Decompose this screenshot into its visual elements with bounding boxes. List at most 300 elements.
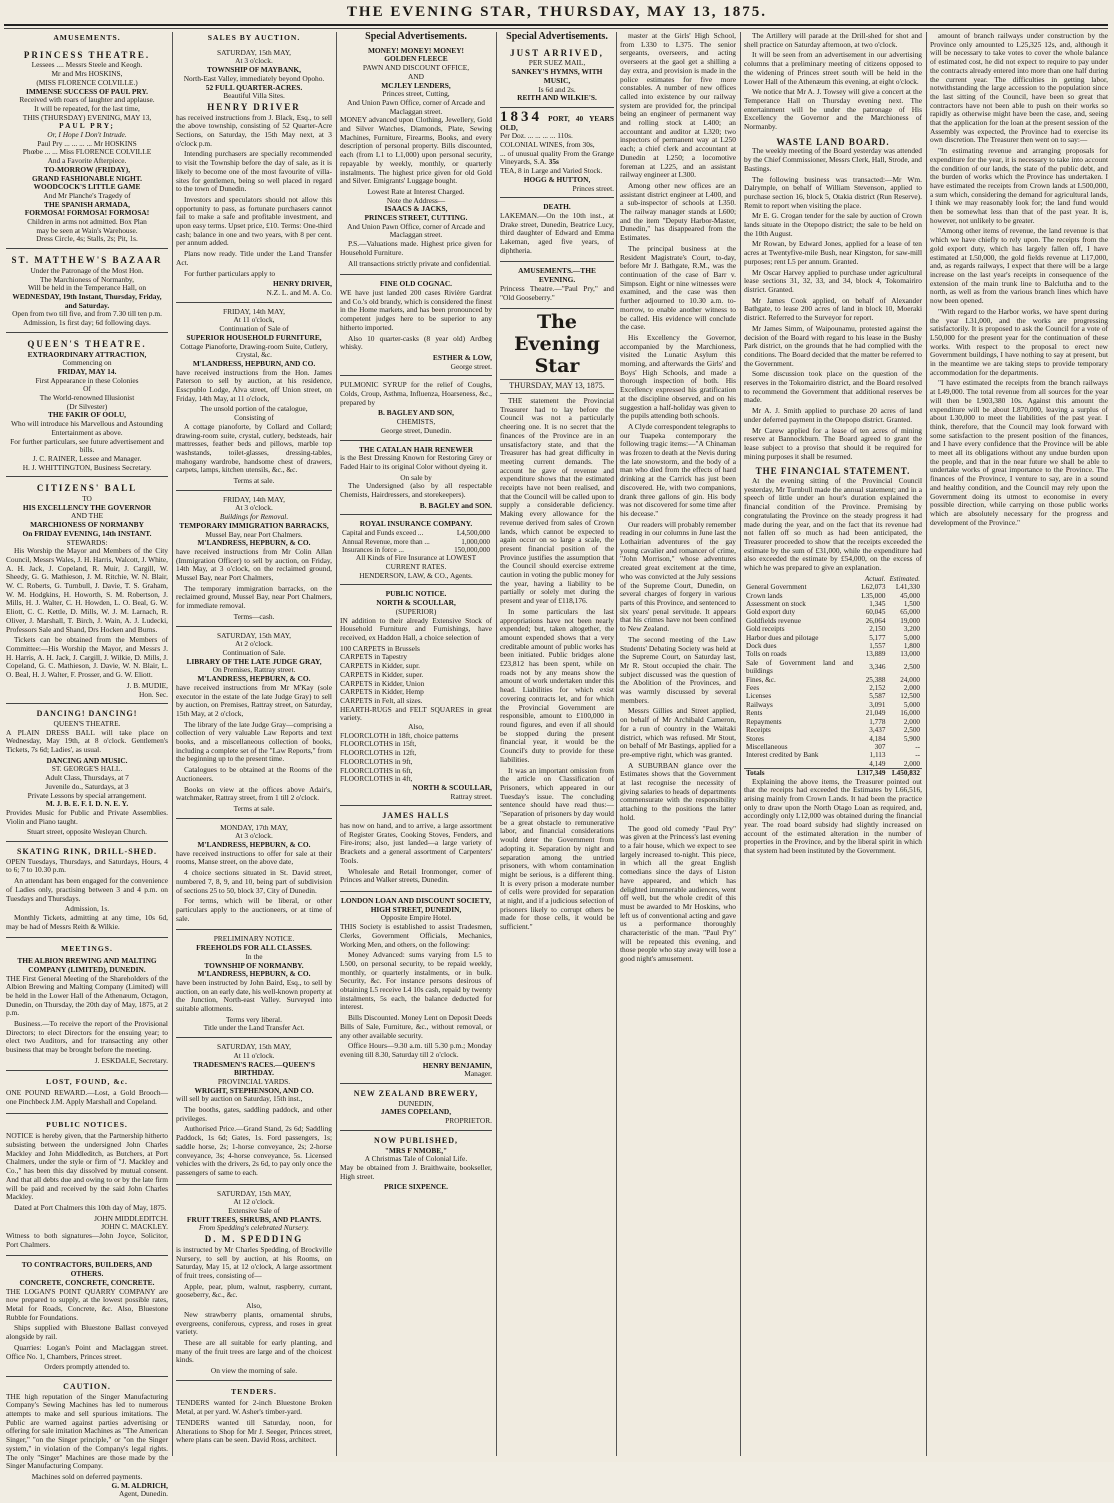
text-block: TOWNSHIP OF NORMANBY. (204, 960, 304, 970)
text-block: amount of branch railways under construction by the Province only amounted to L25,325 12s, and, although it will be necessary to take votes to cover the whole balance of estimated cost, he did not expect to require to pay under the contracts already entered into more than one half during the current year. The difficulties in getting labor, notwithstanding the large accession to the population since the last sitting of the Council, have been so great that contractors have not been able to push on their works so rapidly as otherwise might have been the case, and, seeing that the application for the loan at the present session of the Assembly was expected, the Province had to exercise its own discretion. The Treasurer then went on to say:— (930, 31, 1108, 145)
text-block: AND (407, 71, 424, 81)
text-block: THIS Society is established to assist Tradesmen, Clerks, Government Officials, Mechanics, Working Men, and others, on the following: (340, 922, 492, 949)
text-block: Manager. (464, 1069, 492, 1079)
text-block: 2,500 (903, 726, 920, 735)
ad-household-furniture (176, 305, 332, 491)
text-block: D. M. SPEDDING (204, 1234, 304, 1245)
text-block: may be seen at Wain's Warehouse. (36, 225, 138, 235)
text-block: has received instructions from J. Black, Esq., to sell the above township, consisting of 52 Quarter-Acre Sections, on Saturday, the 15th May next, at 3 o'clock p.m. (176, 112, 332, 148)
section-heading: PUBLIC NOTICES. (46, 1119, 128, 1129)
insurance-table (340, 529, 492, 554)
text-block: M'LANDRESS, HEPBURN, & CO. (197, 674, 311, 684)
text-block: ROYAL INSURANCE COMPANY. (359, 519, 473, 529)
ad-skating-rink (6, 844, 168, 938)
section-heading: MEETINGS. (61, 944, 113, 954)
text-block: FRIDAY, 14th MAY, (222, 494, 286, 504)
text-block: All Kinds of Fire Insurance at LOWEST CURRENT RATES. (355, 553, 477, 572)
text-block: JAMES HALLS (382, 811, 450, 821)
text-block: The good old comedy "Paul Pry" was given at the Princess's last evening to a fair house, which we expect to see largely increased to-night. This piece, in which all the great English comedians since the days of Liston have appeared, and which has delighted innumerable audiences, went off well, but the whole credit of this must be awarded to Mr Hoskins, who left us of conventional acting and gave us a performance thoroughly characteristic of the man. "Paul Pry" will be repeated this evening, and those people who stay away will lose a good night's amusement. (620, 823, 736, 964)
text-block: Princess Theatre.—"Paul Pry," and "Old Gooseberry." (500, 283, 614, 302)
text-block: L317,349 (857, 769, 886, 778)
text-block: 25,388 (865, 675, 886, 684)
text-block: 13,000 (900, 650, 920, 659)
text-block: 2,150 (869, 625, 886, 634)
text-block: 5,000 (903, 633, 920, 642)
text-block: At 3 o'clock. (235, 503, 273, 513)
text-block: Tolls on roads (746, 650, 787, 659)
text-block: AND THE (70, 511, 104, 521)
text-block: HENRY DRIVER (207, 101, 301, 112)
section-heading: LOST, FOUND, &c. (46, 1076, 128, 1086)
ad-st-david-sections (176, 821, 332, 931)
text-block: Stuart street, opposite Wesleyan Church. (27, 827, 147, 837)
text-block: For further particulars apply to (184, 268, 276, 278)
text-block: Terms very liberal. (226, 1014, 282, 1024)
text-block: PAUL PRY; (59, 121, 115, 131)
text-block: 1,778 (869, 717, 886, 726)
text-block: QUEEN'S THEATRE. (53, 718, 121, 728)
text-block: WEDNESDAY, 19th Instant, Thursday, Friday, and Saturday. (12, 291, 162, 310)
ad-judge-gray-library (176, 629, 332, 819)
text-block: MONEY advanced upon Clothing, Jewellery, Gold and Silver Watches, Diamonds, Plate, Sewing Machines, Furniture, Firearms, Books, and every description of personal property. Bills discounted, each (from L1 to L1,000) upon personal security, repayable by weekly, monthly, or quarterly instalments. The highest price given for old Gold and Silver. Emigrants' Luggage bought. (340, 115, 492, 186)
text-block: Phœbe ... ... Miss FLORENCE COLVILLE (22, 147, 152, 157)
text-block: It was an important omission from the article on Classification of Prisoners, which appeared in our Tuesday's issue. The concluding sentence should have read thus:— "Separation of prisoners by day would be a great obstacle to remunerative labor, and financial considerations would deter the Government from adopting it. Separation by night and separation among the untried prisoners, with whom contamination might be serious, is a different thing. It is every prison a moderate number of cells were provided for separation at night, and if a judicious selection of prisoners likely to corrupt others be made for those cells, it would be sufficient." (500, 765, 614, 932)
text-block: Also 10 quarter-casks (8 year old) Ardbeg whisky. (340, 333, 492, 352)
text-block: CARPETS in Felt, all sizes. (340, 695, 423, 705)
column-rule (172, 32, 173, 1456)
text-block: THE First General Meeting of the Shareholders of the Albion Brewing and Malting Company (Limited) will be held in the Lower Hall of the Athenæum, Octagon, Dunedin, on Thursday, the 20th day of May, 1875, at 2 p.m. (6, 973, 168, 1018)
text-block: PROPRIETOR. (445, 1116, 492, 1126)
text-block: SATURDAY, 15th MAY, (217, 47, 291, 57)
text-block: SATURDAY, 15th MAY, (217, 630, 291, 640)
text-block: A Christmas Tale of Colonial Life. (364, 1154, 468, 1164)
text-block: FLOORCLOTHS in 4ft, (340, 774, 413, 784)
text-block: PRICE SIXPENCE. (383, 1182, 449, 1192)
text-block: 35s (548, 157, 559, 167)
table-row (744, 726, 922, 734)
text-block: Adult Class, Thursdays, at 7 (45, 773, 129, 783)
text-block: Buildings for Removal. (219, 512, 289, 522)
text-block: The weekly meeting of the Board yesterday was attended by the Chief Commissioner, Messrs Clerk, Hall, Strode, and Bastings. (744, 146, 922, 173)
text-block: PRINCES STREET, CUTTING. (364, 213, 468, 223)
text-block: have received instructions from the Hon. James Paterson to sell by auction, at his residence, Esscpublo Lodge, Alva street, off Union street, on Friday, 14th May, at 11 o'clock, (176, 367, 332, 403)
text-block: MONEY! MONEY! MONEY! (367, 45, 465, 55)
ad-public-notices (6, 1116, 168, 1257)
text-block: has now on hand, and to arrive, a large assortment of Register Grates, Cooking Stoves, Fenders, and Fire-irons; also, just landed—a large variety of Brackets and a general assortment of Carpenters' Tools. (340, 821, 492, 865)
text-block: North-East Valley, immediately beyond Opoho. (183, 73, 325, 83)
ad-normanby-freeholds (176, 932, 332, 1038)
text-block: JOHN C. MACKLEY. (101, 1222, 168, 1232)
text-block: Cottage Pianoforte, Drawing-room Suite, Cutlery, Crystal, &c. (180, 341, 328, 360)
text-block: 52 FULL QUARTER-ACRES. (205, 82, 303, 92)
text-block: The principal business at the Resident Magistrate's Court, to-day, before Mr J. Bathgate, R.M., was the continuation of the case of Barr v. Simpson. Eight or nine witnesses were examined, and the case was then further adjourned to 10.30 a.m. to-morrow, to enable another witness to be called. His evidence will conclude the case. (620, 243, 736, 332)
text-block: Bills Discounted. Money Lent on Deposit Deeds Bills of Sale, Furniture, &c., without removal, or any other available security. (340, 1013, 492, 1040)
text-block: Received with roars of laughter and applause. (19, 95, 155, 105)
text-block: Lowest Rate at Interest Charged. (367, 186, 465, 196)
text-block: 24,000 (900, 675, 920, 684)
text-block: Capital and Funds exceed ... (342, 529, 424, 538)
text-block: FREEHOLDS FOR ALL CLASSES. (196, 943, 312, 953)
text-block: FLOORCLOTH in 18ft, choice patterns (340, 730, 459, 740)
text-block: Witness to both signatures—John Joyce, Solicitor, Port Chalmers. (6, 1231, 168, 1249)
text-block: B. BAGLEY AND SON, (378, 408, 454, 418)
text-block: And Union Pawn Office, corner of Arcade and Maclaggan street. (347, 97, 485, 116)
text-block: At 11 o'clock, (233, 315, 275, 325)
text-block: Children in arms not admitted. Box Plan (27, 217, 147, 227)
text-block: THE LOGAN'S POINT QUARRY COMPANY are now prepared to supply, at the lowest possible rates, Metal for Roads, Concrete, &c. Also, Bluestone Rubble for Foundations. (6, 1286, 168, 1322)
table-row (744, 583, 922, 591)
text-block: Paul Pry ... ... ... ... Mr HOSKINS (37, 138, 137, 148)
text-block: 4,184 (869, 734, 886, 743)
text-block: Mr James Simm, of Waipounamu, protested against the decision of the Board with regard to his lease in the Bushy Park district, on the grounds that he had complied with the conditions. The Board decided that the matter be referred to the Government. (744, 323, 922, 368)
text-block: Is 6d and 2s. (538, 84, 576, 94)
text-block: And a Favorite Afterpiece. (47, 156, 127, 166)
text-block: The Undersigned (also by all respectable Chemists, Hairdressers, and storekeepers). (340, 481, 492, 500)
text-block: J. ESKDALE, Secretary. (94, 1055, 168, 1065)
text-block: "MRS F NMOBE," (384, 1145, 448, 1155)
text-block: 1,557 (869, 642, 886, 651)
text-block: 1,800 (903, 642, 920, 651)
text-block: 307 (874, 742, 886, 751)
text-block: master at the Girls' High School, from L330 to L375. The senior sergeants, overseers, and acting overseers at the gaol get a shilling a day extra, and provision is made in the police estimates for five more constables. A number of new offices called into existence by our railway system are provided for, the principal being an engineer of permanent way and rolling stock at L400; an accountant and auditor at L320; two inspectors of permanent way at L250 each; a chief clerk and accountant at Dunedin at L250; a locomotive foreman at L225, and an assistant railway engineer at L300. (620, 31, 736, 180)
table-row (744, 751, 922, 759)
text-block: Wholesale and Retail Ironmonger, corner of Princes and Walker streets, Dunedin. (340, 866, 492, 885)
text-block: 2,000 (903, 717, 920, 726)
text-block: His Excellency the Governor, accompanied by the Marchioness, visited the Lunatic Asylum this morning, and afterwards the Girls' and Boys' High Schools, and made a thorough inspection of both. His Excellency expressed his gratification at the discipline observed, and on his suggestion a half-holiday was given to the pupils attending both schools. (620, 332, 736, 421)
text-block: Plans now ready. Title under the Land Transfer Act. (176, 249, 332, 267)
ad-now-published (340, 1133, 492, 1196)
text-block: Juvenile do., Saturdays, at 3 (45, 781, 129, 791)
text-block: 1,500 (903, 600, 920, 608)
carpet-list (340, 645, 492, 784)
text-block: Gold export duty (746, 608, 796, 617)
text-block: 100 CARPETS in Brussels (340, 643, 420, 653)
text-block: 5,000 (903, 700, 920, 709)
text-block: Messrs Gillies and Street applied, on behalf of Mr Archibald Cameron, for a run of country in the Waitaki district, which was refused. Mr Stout, on behalf of Mr Bastings, applied for a pre-emptive right, which was granted. (620, 706, 736, 759)
text-block: 3,437 (869, 726, 886, 735)
text-block: 4,149 (869, 759, 886, 768)
ad-dancing (6, 706, 168, 842)
ad-fruit-trees (176, 1187, 332, 1381)
ad-fine-old-cognac (340, 277, 492, 376)
text-block: HIS EXCELLENCY THE GOVERNOR (22, 502, 152, 512)
text-block: Some discussion took place on the question of the reserves in the Tokomairiro district, and the Board resolved to recommend the Government that additional reserves be made. (744, 369, 922, 405)
text-block: SUPERIOR HOUSEHOLD FURNITURE, (186, 332, 322, 342)
text-block: Mussel Bay, near Port Chalmers. (205, 529, 303, 539)
text-block: GRAND FASHIONABLE NIGHT. (32, 173, 142, 183)
text-block: 1,000,000 (461, 537, 490, 546)
section-heading: SALES BY AUCTION. (207, 33, 301, 42)
text-block: Assessment on stock (746, 600, 806, 608)
ad-maybank-township (176, 46, 332, 303)
text-block: (Dr Silvester) (66, 401, 108, 411)
text-block: Princes street. (572, 183, 614, 193)
text-block: At 11 o'clock. (233, 1050, 275, 1060)
section-heading: Special Advertisements. (365, 31, 467, 42)
text-block: PULMONIC SYRUP for the relief of Coughs, Colds, Croup, Asthma, Influenza, Hoarseness, &c., prepared by (340, 380, 492, 407)
text-block: George street, Dunedin. (380, 425, 452, 435)
text-block: HIGH STREET, DUNEDIN, (370, 904, 462, 914)
text-block: NORTH & SCOULLAR, (412, 782, 492, 792)
text-block: Princes street, Cutting, (382, 89, 450, 99)
text-block: It will be seen from an advertisement in our advertising columns that a preliminary meeting of citizens opposed to the widening of Princes street south will be held in the Lower Hall of the Athenæum this evening, at eight o'clock. (744, 50, 922, 86)
table-row (744, 642, 922, 650)
text-block: L4,500,000 (456, 529, 490, 538)
section-heading: AMUSEMENTS. (53, 33, 121, 42)
text-block: TO (82, 494, 92, 504)
text-block: MCJLEY LENDERS, (381, 80, 451, 90)
text-block: 19,000 (900, 616, 920, 625)
table-row (744, 617, 922, 625)
text-block (744, 760, 855, 769)
ad-nz-brewery (340, 1086, 492, 1131)
text-block: In some particulars the last appropriations have not been nearly expended; but, taken altogether, the amount expended shows that a very creditable amount of public works has been initiated. Public bridges alone £23,812 has been spent, while on roads not by any means show the amount of work undertaken under this head. Liabilities for which exist covering contracts let, and for which the Provincial Government are responsible, amount to £100,000 in round figures, and even if all should be stopped during the present financial year, it would be the Council's duty to provide for these liabilities. (500, 606, 614, 764)
text-block: "Among other items of revenue, the land revenue is that which we have chiefly to rely upon. The receipts from the gold export duty, which has largely fallen off, I have estimated at L50,000, the gold fields revenue at L17,000, and, as regards railways, I expect that there will be a large increase on the last year's receipts in consequence of the extension of the main trunk line to Balclutha and to the north, as well as from the various branch lines which have now been opened. (930, 226, 1108, 306)
text-block: DUNEDIN, (398, 1098, 434, 1108)
column-rule (496, 32, 497, 1456)
ad-tenders (176, 1383, 332, 1451)
text-block: DEATH. (543, 202, 571, 212)
text-block: ST. GEORGE'S HALL. (51, 764, 123, 774)
text-block: Open from two till five, and from 7.30 till ten p.m. (12, 309, 162, 319)
ad-lines (6, 61, 168, 244)
text-block: 1834 (500, 108, 542, 125)
text-block: TEMPORARY IMMIGRATION BARRACKS, (179, 520, 329, 530)
text-block: Dated at Port Chalmers this 10th day of May, 1875. (14, 1202, 167, 1212)
text-block: THE ALBION BREWING AND MALTING COMPANY (LIMITED), DUNEDIN. (17, 956, 157, 974)
text-block: have received instructions from Mr M'Kay (sole executor in the estate of the late Judge Gray) to sell by auction, on Premises, Rattray street, on Saturday, 15th May, at 2 o'clock, (176, 682, 332, 718)
ad-title: ST. MATTHEW'S BAZAAR (11, 255, 163, 266)
column-news-3 (930, 32, 1108, 1456)
text-block: M. J. B. E. F. I. D. N. E. Y. (45, 799, 129, 809)
text-block: LONDON LOAN AND DISCOUNT SOCIETY, (340, 895, 492, 905)
text-block: PER SUEZ MAIL, (528, 58, 586, 68)
text-block: PUBLIC NOTICE. (385, 589, 447, 599)
text-block: At 12 o'clock. (233, 1197, 275, 1207)
text-block: NORTH & SCOULLAR, (376, 598, 456, 608)
waste-land-heading: WASTE LAND BOARD. (776, 136, 890, 147)
ad-queens-theatre (6, 335, 168, 478)
text-block: HEARTH-RUGS and FELT SQUARES in great variety. (340, 704, 492, 723)
text-block: Stores (746, 734, 764, 743)
section-heading: Special Advertisements. (506, 31, 608, 42)
table-row (744, 760, 922, 769)
text-block: SATURDAY, 15th MAY, (217, 1042, 291, 1052)
table-row (744, 701, 922, 709)
text-block: "With regard to the Harbor works, we have spent during the year L31,000, and the works are progressing satisfactorily. It is proposed to ask the Council for a vote of L50,000 for the present year for the continuation of these works. With respect to the proposal to erect new Government buildings, I have nothing to say at present, but in the meantime we are taking steps to provide temporary accommodation for the departments. (930, 306, 1108, 377)
text-block: CAUTION. (63, 1381, 111, 1391)
text-block: Goldfields revenue (746, 616, 801, 625)
column-special-ads-1 (340, 32, 492, 1456)
text-block: have received instructions to offer for sale at their rooms, Manse street, on the above date, (176, 848, 332, 867)
text-block: Commencing on (62, 358, 112, 368)
text-block: TO CONTRACTORS, BUILDERS, AND OTHERS. (21, 1260, 153, 1279)
text-block: J. C. RAINER, Lessee and Manager. (32, 453, 142, 463)
text-block: Fines, &c. (746, 675, 776, 684)
table-row (744, 676, 922, 684)
table-row (744, 625, 922, 633)
text-block: Of (83, 384, 91, 394)
text-block: Mr Rowan, by Edward Jones, applied for a lease of ten acres at Twentyfive-mile Bush, near Kingston, for saw-mill purposes; rent L5 per annum. Granted. (744, 239, 922, 266)
text-block: Mr Oscar Harvey applied to purchase under agricultural lease sections 31, 32, 33, and 34, block 4, Tokomairiro district. Granted. (744, 267, 922, 294)
text-block: Ships supplied with Bluestone Ballast conveyed alongside by rail. (6, 1323, 168, 1342)
text-block: ISAACS & JACKS, (384, 204, 448, 214)
text-block: M'LANDRESS, HEPBURN, AND CO. (192, 358, 316, 368)
text-block: The World-renowned Illusionist (39, 393, 135, 403)
ad-citizens-ball (6, 479, 168, 704)
text-block: All transactions strictly private and confidential. (348, 258, 491, 268)
text-block: "In estimating revenue and arranging proposals for expenditure for the year, it is necessary to take into account the condition of our lands, the state of the public debt, and the burden of works which the Province has undertaken. I have estimated the receipts from Crown lands at L500,000, a sum which, considering the demand for agricultural lands, I think we may reasonably look for; the land fund would then be somewhat less than that of the past year. It is, however, not unlikely to be greater. (930, 146, 1108, 225)
text-block: THE CATALAN HAIR RENEWER (358, 444, 474, 454)
text-block: have been instructed by John Baird, Esq., to sell by auction, on an early date, his well-known property at the Junction, North-east Valley. Surveyed into suitable allotments. (176, 977, 332, 1014)
text-block: HENDERSON, LAW, & CO., Agents. (359, 570, 473, 580)
column-rule (336, 32, 337, 1456)
text-block: MONDAY, 17th MAY, (220, 822, 288, 832)
text-block: From Spedding's celebrated Nursery. (198, 1223, 310, 1233)
ad-just-arrived (500, 44, 614, 108)
text-block: FLOORCLOTHS in 6ft, (340, 765, 413, 775)
column-news-1 (620, 32, 736, 1456)
text-block: 5,900 (903, 734, 920, 743)
leader-article (500, 397, 614, 932)
text-block: Miscellaneous (746, 742, 788, 751)
text-block: SANKEY'S HYMNS, WITH MUSIC, (511, 67, 603, 85)
ad-north-scoullar (340, 587, 492, 806)
text-block: Continuation of Sale of (219, 324, 289, 334)
text-block: Dress Circle, 4s; Stalls, 2s; Pit, 1s. (36, 234, 138, 244)
text-block: And Mr Planche's Tragedy of (43, 190, 131, 200)
text-block: PROVINCIAL YARDS. (217, 1076, 291, 1086)
text-block: Or, I Hope I Don't Intrude. (47, 130, 127, 140)
ad-royal-insurance (340, 517, 492, 585)
text-block: Intending purchasers are specially recommended to visit the Township before the day of sale, as it is likely to become one of the most favourite of villa-sites for gentlemen, being so well placed in regard to the town of Dunedin. (176, 149, 332, 194)
text-block: We notice that Mr A. J. Towsey will give a concert at the Temperance Hall on Thursday evening next. The entertainment will be under the patronage of His Excellency the Governor and the Marchioness of Normanby. (744, 87, 922, 132)
text-block: HOGG & HUTTON, (523, 174, 591, 184)
table-row (744, 659, 922, 676)
text-block: ESTHER & LOW, (432, 352, 492, 362)
text-block: THE SPANISH ARMADA, (44, 199, 130, 209)
text-block: Sale of Government land and buildings (746, 658, 854, 676)
text-block: FORMOSA! FORMOSA! FORMOSA! (24, 208, 150, 218)
text-block: 12,500 (900, 692, 920, 701)
text-block: On view the morning of sale. (210, 1366, 298, 1376)
column-sales-by-auction (176, 32, 332, 1456)
text-block: 1,113 (869, 751, 886, 760)
text-block: Mr A. J. Smith applied to purchase 20 acres of land under deferred payment in the Otepopo district. Granted. (744, 406, 922, 424)
text-block: Rattray street. (450, 791, 492, 801)
text-block: IMMENSE SUCCESS OF PAUL PRY. (25, 86, 149, 96)
text-block: (SUPERIOR) (395, 606, 437, 616)
text-block: FLOORCLOTHS in 9ft, (340, 756, 413, 766)
text-block: Explaining the above items, the Treasurer pointed out that the receipts had exceeded the Estimates by L66,516, arising mainly from Crown Lands. It had been the practice only to draw upon the North Otago Loan as required, and, accordingly only L12,000 was obtained during the financial year. The road board subsidy had slightly increased on account of the estimated alteration in the number of properties in the Province, and by the liberal spirit in which that system had been instituted by the Government. (744, 776, 922, 856)
text-block: WOODCOCK'S LITTLE GAME (33, 182, 141, 192)
text-block: Beautiful Villa Sites. (223, 91, 285, 101)
text-block: Mr Carew applied for a lease of ten acres of mining reserve at Bannockburn. The Board agreed to grant the lease subject to a proviso that should it be required for mining purposes it shall be resumed. (744, 425, 922, 461)
text-block: Receipts (746, 726, 771, 735)
ad-tradesmens-races (176, 1040, 332, 1185)
text-block: 150,000,000 (454, 545, 490, 554)
text-block: 3,200 (903, 625, 920, 634)
text-block: TOWNSHIP OF MAYBANK, (207, 65, 301, 75)
section-heading: TENDERS. (231, 1386, 277, 1396)
text-block: L62,073 (861, 583, 886, 592)
text-block: CARPETS in Kidder, super. (340, 669, 424, 679)
text-block: WRIGHT, STEPHENSON, AND CO. (194, 1085, 314, 1095)
text-block: M'LANDRESS, HEPBURN, & CO. (197, 840, 311, 850)
revenue-table (744, 575, 922, 778)
text-block: Terms—cash. (233, 611, 275, 621)
text-block: 21,049 (865, 709, 886, 718)
text-block: JAMES COPELAND, (380, 1107, 452, 1117)
text-block: On FRIDAY EVENING, 14th INSTANT. (22, 528, 152, 538)
text-block: L41,330 (895, 583, 920, 592)
text-block: The Marchioness of Normanby, (40, 274, 134, 284)
table-row (744, 692, 922, 700)
ad-pulmonic-syrup (340, 378, 492, 440)
text-block: For terms, which will be liberal, or other particulars apply to the auctioneers, or at time of sale. (176, 896, 332, 923)
text-block: 5,177 (869, 633, 886, 642)
text-block: 3,346 (869, 663, 886, 672)
text-block: Licenses (746, 692, 772, 701)
text-block: Repayments (746, 717, 782, 726)
text-block: THE statement the Provincial Treasurer had to lay before the Council was not a particularly cheering one. It is no secret that the finances of the Province are in an unsatisfactory state, and that the Treasurer has had great difficulty in meeting current demands. The account he gave of revenue and expenditure shows that the estimated receipts have not been realised, and that the Council will be called upon to supply a considerable deficiency. Making every allowance for the revenue derived from sales of Crown lands, which cannot be expected to again occur on so large a scale, the present financial position of the Province justifies the assumption that the Council should exercise extreme caution in voting the public money for the year, having a liability to be partially or solely met during the present and year of £118,176. (500, 395, 614, 606)
text-block: Also, (246, 1301, 262, 1311)
text-block: Crown lands (746, 591, 783, 600)
text-block: CARPETS in Kidder, Hemp (340, 687, 424, 697)
text-block: General Government (746, 583, 807, 592)
text-block: Tickets can be obtained from the Members of Committee:—His Worship the Mayor, and Messrs J. H. Harris, A. H. Jack, J. Cargill, J. Wilkie, D. Mills, J. Copeland, G. C. Mathieson, J. Davie, W. N. Blair, L. O. Beal, H. J. Walter, F. Prosser, and G. W. Eliott. (6, 635, 168, 680)
column-special-ads-2 (500, 32, 614, 1456)
text-block: His Worship the Mayor and Members of the City Council, Messrs Wales, J. H. Harris, Walcott, J. White, A. H. Jack, J. Copeland, R. Muir, J. Cargill, W. Sheedy, G. G. Mathieson, J. M. Ritchie, W. N. Blair, W. C. Roberts, G. Turnbull, J. Davie, T. S. Graham, W. M. Hodgkins, H. Howorth, S. M. Robertson, J. Mills, H. J. Walter, C. H. Howden, L. O. Beal, G. W. Eliott, C. C. Kettle, D. Mills, W. J. M. Larnach, R. Oliver, J. Marshall, T. Birch, J. Wain, A. J. Ludecki, Professors Sale and Shand, Drs Hocken and Burns. (6, 546, 168, 634)
table-row (744, 718, 922, 726)
text-block: In the (245, 951, 263, 961)
ad-albion-brewing-meeting (6, 940, 168, 1070)
text-block: Machines sold on deferred payments. (31, 1471, 143, 1481)
text-block: Private Lessons by special arrangement. (27, 790, 147, 800)
text-block: Totals (746, 769, 765, 778)
text-block: 1,345 (869, 600, 886, 608)
text-block: Opposite Empire Hotel. (380, 913, 452, 923)
ad-london-loan (340, 894, 492, 1084)
text-block: 3,091 (869, 700, 886, 709)
text-block: It will be repeated, for the last time, (34, 103, 140, 113)
text-block: have received instructions from Mr Colin Allan (Immigration Officer) to sell by auction, on Friday, 14th May, at 3 o'clock, on the reclaimed ground, Mussel Bay, near Port Chalmers, (176, 546, 332, 583)
text-block: MARCHIONESS OF NORMANBY (30, 520, 144, 530)
text-block: Catalogues to be obtained at the Rooms of the Auctioneers. (176, 765, 332, 783)
text-block: J. B. MUDIE, (126, 680, 168, 690)
text-block: A PLAIN DRESS BALL will take place on Wednesday, May 19th, at 8 o'clock. Gentlemen's Tickets, 7s 6d; Ladies', as usual. (6, 727, 168, 755)
text-block: JOHN MIDDLEDITCH. (94, 1213, 168, 1223)
ad-title: SKATING RINK, DRILL-SHED. (17, 847, 157, 857)
text-block: Also, (408, 722, 424, 732)
masthead-rule-thin (4, 28, 1108, 29)
ad-title: CITIZENS' BALL (36, 483, 138, 494)
text-block: PAWN AND DISCOUNT OFFICE, (362, 63, 470, 73)
notice-death (500, 200, 614, 262)
text-block: M'LANDRESS, HEPBURN, & CO. (197, 538, 311, 548)
text-block: Rents (746, 709, 763, 718)
text-block: B. BAGLEY and SON. (419, 500, 492, 510)
text-block: G. M. ALDRICH, (111, 1480, 168, 1490)
table-row (744, 684, 922, 692)
text-block: These are all suitable for early planting, and many of the fruit trees are large and of the choicest kinds. (176, 1337, 332, 1365)
text-block: Hon. Sec. (139, 689, 168, 699)
text-block: 4 choice sections situated in St. David street, numbered 7, 8, 9, and 10, being part of subdivision of sections 25 to 50, block 37, City of Dunedin. (176, 868, 332, 895)
text-block: For further particulars, see future advertisement and bills. (10, 436, 164, 455)
text-block: A SUBURBAN glance over the Estimates shows that the Government at last recognise the necessity of giving salaries to heads of departments commensurate with the responsibility attaching to the positions the latter hold. (620, 760, 736, 822)
text-block: PRELIMINARY NOTICE. (213, 934, 295, 944)
masthead: THE EVENING STAR, THURSDAY, MAY 13, 1875. (346, 4, 768, 20)
